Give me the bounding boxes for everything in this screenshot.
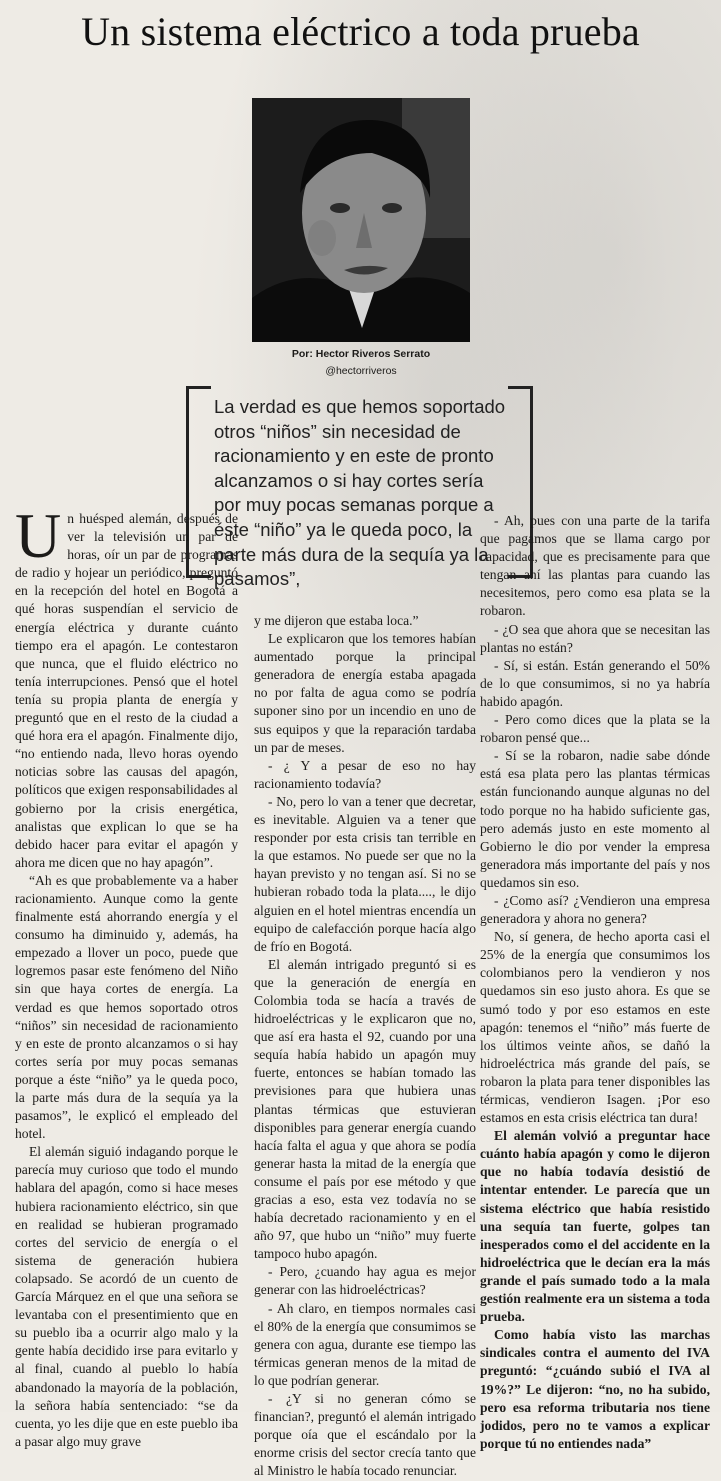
author-name: Por: Hector Riveros Serrato (291, 348, 431, 360)
article-paragraph: “Ah es que probablemente va a haber racionamiento. Aunque como la gente finalmente está ahorrando energía y el consumo ha diminuido y, además, ha empezado a llover un poco, puede que logremos pasar este fenómeno del Niño sin que haya cortes de energía. La verdad es que hemos soportado otros “niños” sin necesidad de racionamiento y en este de pronto alcanzamos o si hay cortes sería por muy pocas semanas porque a éste “niño” ya le queda poco, la parte más dura de la sequía ya la pasamos”, le explicó el empleado del hotel. (15, 872, 238, 1142)
article-paragraph: El alemán siguió indagando porque le parecía muy curioso que todo el mundo hablara del apagón, como si hace meses hubiera racionamiento eléctrico, sin que en realidad se hubieran programado cortes del servicio de energía o el sistema de generación hubiera colapsado. Se acordó de un cuento de García Márquez en el que una señora se levantaba con el presentimiento que en su pueblo iba a ocurrir algo malo y la gente había decidido irse para evitarlo y al final, cuando al pueblo lo había abandonado la mayoría de la población, la señora había sentenciado: “se da cuenta, yo les dije que en este pueblo iba a pasar algo muy grave (15, 1144, 238, 1449)
author-portrait-image (252, 98, 470, 342)
pullquote-text: La verdad es que hemos soportado otros “niños” sin necesidad de racionamiento y en este de pronto alcanzamos o si hay cortes sería por muy pocas semanas porque a éste “niño” ya le queda poco, la parte más dura de la sequía ya la pasamos”, (214, 396, 506, 590)
author-photo (252, 98, 470, 342)
article-paragraph: El alemán volvió a preguntar hace cuánto había apagón y como le dijeron que no había todavía desistió de intentar entender. Le parecía que un sistema eléctrico que había resistido una sequía tan fuerte, golpes tan inesperados como el del accidente en la hidroeléctrica que le decían era la más grande el país sumado todo a la mala gestión realmente era un sistema a toda prueba. (480, 1128, 710, 1325)
article-paragraph: - Ah claro, en tiempos normales casi el 80% de la energía que consumimos se genera con agua, durante ese tiempo las térmicas generan menos de la mitad de lo que podrían generar. (254, 1300, 476, 1388)
article-paragraph: y me dijeron que estaba loca.” (254, 613, 419, 628)
article-paragraph: El alemán intrigado preguntó si es que la generación de energía en Colombia toda se hacía a través de hidroeléctricas y le explicaron que no, que así era hasta el 92, cuando por una sequía había habido un apagón muy fuerte, entonces se habían tomado las previsiones para que hubiera unas plantas térmicas que estuvieran disponibles para generar energía cuando hacía falta el agua y que ahora se podía generar hasta la mitad de la energía que consume el país por ese método y que gracias a eso, esta vez todavía no se había decretado racionamiento y en el año 97, que hubo un “niño” muy fuerte tampoco hubo apagón. (254, 956, 476, 1262)
article-paragraph: - Sí, si están. Están generando el 50% de lo que consumimos, si no ya habría habido apagón. (480, 657, 710, 709)
author-handle: @hectorriveros (325, 365, 397, 377)
article-paragraph: - ¿Y si no generan cómo se financian?, preguntó el alemán intrigado porque oía que el escándalo por la enorme crisis del sector crecía tanto que al Ministro le había tocado renunciar. (254, 1391, 476, 1479)
article-column-1 (15, 500, 238, 1451)
article-paragraph: Un huésped alemán, después de ver la televisión un par de horas, oír un par de programas de radio y hojear un periódico, preguntó en la recepción del hotel en Bogotá a qué horas suspendían el servicio de energía eléctrica y durante cuánto tiempo era el apagón. Le contestaron que nunca, que el fluido eléctrico no tenía interrupciones. Pensó que el hotel tenía su propia planta de energía y preguntó que en el resto de la ciudad a qué hora era el apagón. Finalmente dijo, “no entiendo nada, llevo horas oyendo noticias sobre las causas del apagón, políticos que exigen responsabilidades al gobierno por la crisis energética, analistas que explican lo que se ha debido hacer para evitar el apagón y ahora me dicen que no hay apagón”. (15, 500, 238, 870)
article-paragraph: - Pero como dices que la plata se la robaron pensé que... (480, 712, 710, 746)
drop-cap: U (15, 500, 62, 571)
byline (252, 346, 470, 380)
article-paragraph: - ¿ Y a pesar de eso no hay racionamiento todavía? (254, 757, 476, 791)
article-paragraph: - ¿Como así? ¿Vendieron una empresa generadora y ahora no genera? (480, 892, 710, 927)
article-column-2 (254, 612, 476, 1481)
article-paragraph: - Pero, ¿cuando hay agua es mejor generar con las hidroeléctricas? (254, 1264, 476, 1298)
pullquote (214, 395, 512, 592)
article-paragraph: Le explicaron que los temores habían aumentado porque la principal generadora de energía estaba apagada no por falta de agua como se podría suponer sino por un incendio en uno de sus equipos y que la reparación tardaba un par de meses. (254, 631, 476, 755)
article-paragraph: - Sí se la robaron, nadie sabe dónde está esa plata pero las plantas térmicas están funcionando aunque algunas no del todo porque no ha habido suficiente gas, pero además justo en este momento al Gobierno le dio por vender la empresa generadora más importante del país y nos quedamos sin eso. (480, 748, 710, 890)
article-paragraph: - Ah, pues con una parte de la tarifa que pagamos que se llama cargo por capacidad, que es precisamente para que tengan ahí las plantas para cuando las necesitemos, pero como esa plata se la robaron. (480, 513, 710, 619)
article-paragraph: - ¿O sea que ahora que se necesitan las plantas no están? (480, 621, 710, 655)
article-paragraph: - No, pero lo van a tener que decretar, es inevitable. Alguien va a tener que responder por esta crisis tan terrible en la que estamos. No puede ser que no la hayan previsto y no tengan así. Si no se hubieran robado toda la plata...., le dijo alguien en el hotel mientras encendía un equipo de calefacción porque hacía algo de frío en Bogotá. (254, 793, 476, 954)
article-paragraph: No, sí genera, de hecho aporta casi el 25% de la energía que consumimos los colombianos pero la vendieron y nos quedamos sin eso justo ahora. Es que se sumó todo y por eso estamos en este apagón: tenemos el “niño” más fuerte de los últimos veinte años, se dañó la hidroeléctrica más grande del país, se robaron la plata para tener disponibles las térmicas, vendieron Isagen. ¡Por eso estamos en esta crisis eléctrica tan dura! (480, 929, 710, 1126)
headline: Un sistema eléctrico a toda prueba (81, 9, 640, 54)
article-paragraph: Como había visto las marchas sindicales contra el aumento del IVA preguntó: “¿cuándo subió el IVA al 19%?” Le dijeron: “no, no ha subido, pero esa reforma tributaria nos tiene jodidos, pero no te vamos a explicar porque tú no entiendes nada” (480, 1327, 710, 1451)
article-column-3 (480, 512, 710, 1453)
